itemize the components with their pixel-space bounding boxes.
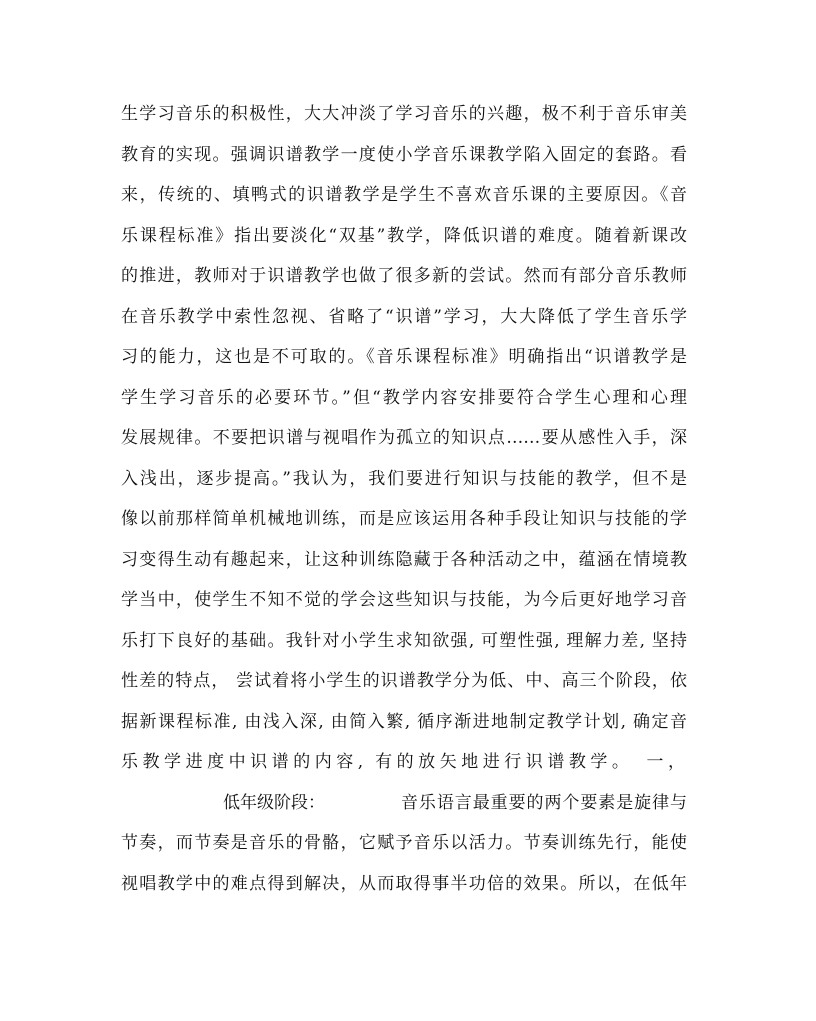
text-line: 来，传统的、填鸭式的识谱教学是学生不喜欢音乐课的主要原因。《音 [121,185,687,205]
text-line: 教育的实现。强调识谱教学一度使小学音乐课教学陷入固定的套路。看 [121,144,687,165]
section-heading: 低年级阶段： [223,792,325,813]
section-heading-line [121,783,687,824]
text-line: 音乐语言最重要的两个要素是旋律与 [401,792,687,813]
text-line: 据新课程标准, 由浅入深, 由简入繁, 循序渐进地制定教学计划, 确定音 [121,711,687,732]
text-line: 入浅出，逐步提高。”我认为，我们要进行知识与技能的教学，但不是 [121,468,687,489]
text-line: 学生学习音乐的必要环节。”但“教学内容安排要符合学生心理和心理 [121,387,687,408]
text-line: 节奏，而节奏是音乐的骨骼，它赋予音乐以活力。节奏训练先行，能使 [121,833,687,853]
text-line: 习变得生动有趣起来，让这种训练隐藏于各种活动之中，蕴涵在情境教 [121,549,687,570]
text-line: 习的能力，这也是不可取的。《音乐课程标准》明确指出“识谱教学是 [121,347,687,367]
body-text [121,94,687,904]
text-line: 在音乐教学中索性忽视、省略了“识谱”学习，大大降低了学生音乐学 [121,306,687,327]
text-line: 学当中，使学生不知不觉的学会这些知识与技能，为今后更好地学习音 [121,590,687,610]
text-line: 视唱教学中的难点得到解决，从而取得事半功倍的效果。所以，在低年 [121,873,687,894]
text-line: 发展规律。不要把识谱与视唱作为孤立的知识点……要从感性入手，深 [121,428,687,448]
text-line: 乐打下良好的基础。我针对小学生求知欲强, 可塑性强, 理解力差, 坚持 [121,630,687,651]
text-line: 性差的特点， 尝试着将小学生的识谱教学分为低、中、高三个阶段，依 [121,671,687,691]
text-line: 的推进，教师对于识谱教学也做了很多新的尝试。然而有部分音乐教师 [121,266,687,286]
text-line: 生学习音乐的积极性，大大冲淡了学习音乐的兴趣，极不利于音乐审美 [121,104,687,124]
text-line: 乐课程标准》指出要淡化“双基”教学，降低识谱的难度。随着新课改 [121,225,687,246]
text-line: 乐教学进度中识谱的内容, 有的放矢地进行识谱教学。 一， [121,752,687,772]
text-line: 像以前那样简单机械地训练，而是应该运用各种手段让知识与技能的学 [121,509,687,529]
